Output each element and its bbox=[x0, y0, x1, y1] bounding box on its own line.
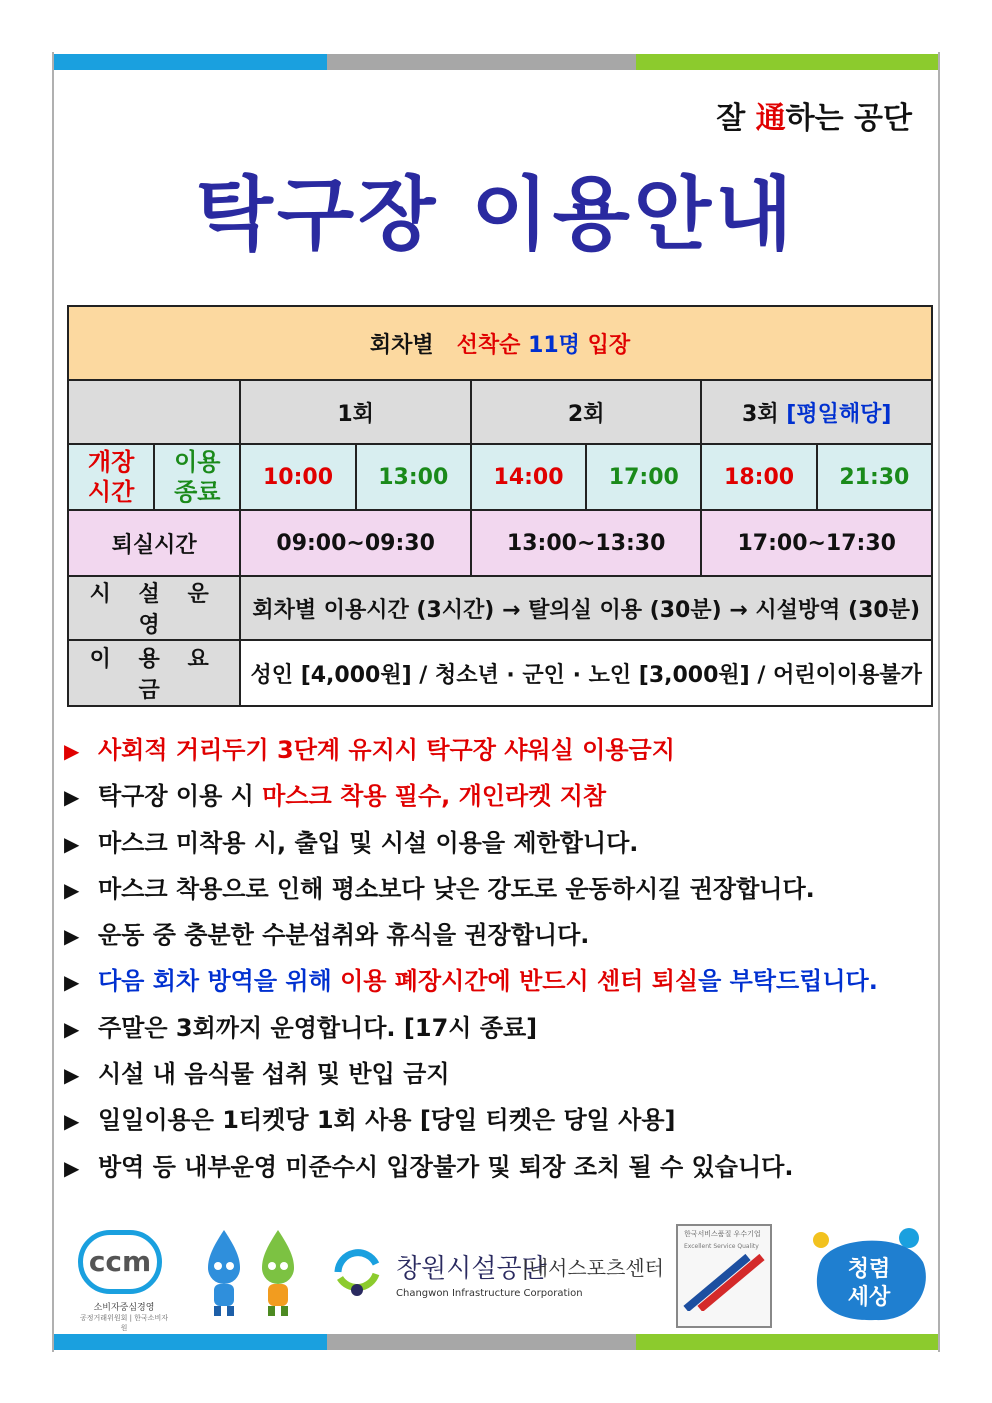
mascot-green-icon bbox=[256, 1228, 300, 1318]
note-text: 시설 내 음식물 섭취 및 반입 금지 bbox=[98, 1060, 450, 1089]
note-highlight: 마스크 착용 필수, 개인라켓 지참 bbox=[262, 782, 607, 811]
bullet-icon: ▶ bbox=[64, 831, 80, 856]
round-3-end: 21:30 bbox=[817, 444, 932, 510]
clean-world-logo bbox=[805, 1226, 933, 1326]
round-corner-cell bbox=[68, 380, 240, 444]
mascot-blue-icon bbox=[202, 1228, 246, 1318]
round-3-open: 18:00 bbox=[701, 444, 816, 510]
bullet-icon: ▶ bbox=[64, 1109, 80, 1134]
ccm-mark: ccm bbox=[78, 1230, 162, 1294]
top-color-bar bbox=[54, 54, 938, 70]
list-item bbox=[64, 1054, 934, 1100]
bullet-icon: ▶ bbox=[64, 970, 80, 995]
table-row bbox=[68, 576, 932, 640]
changwon-emblem-icon bbox=[332, 1244, 382, 1300]
header-part3: 11명 bbox=[528, 332, 580, 358]
footer-logos bbox=[60, 1212, 940, 1330]
bullet-icon: ▶ bbox=[64, 1155, 80, 1180]
page-title: 탁구장 이용안내 bbox=[195, 168, 797, 261]
round-2-exit: 13:00~13:30 bbox=[471, 510, 702, 576]
changwon-corp-logo bbox=[332, 1244, 664, 1314]
fee-label: 이 용 요 금 bbox=[68, 640, 240, 706]
svg-text:청렴: 청렴 bbox=[847, 1257, 891, 1282]
note-text: 마스크 착용으로 인해 평소보다 낮은 강도로 운동하시길 권장합니다. bbox=[98, 874, 815, 903]
ksqi-badge bbox=[676, 1224, 772, 1328]
round-1-end: 13:00 bbox=[356, 444, 471, 510]
list-item bbox=[64, 869, 934, 915]
bullet-icon: ▶ bbox=[64, 1016, 80, 1041]
table-row bbox=[68, 380, 932, 444]
notice-list bbox=[64, 730, 934, 1193]
ccm-caption: 소비자중심경영 bbox=[93, 1303, 155, 1313]
note-text: 사회적 거리두기 3단계 유지시 탁구장 샤워실 이용금지 bbox=[98, 736, 675, 764]
corp-name: 창원시설공단 bbox=[396, 1254, 547, 1284]
bottom-color-bar bbox=[54, 1334, 938, 1350]
svg-text:세상: 세상 bbox=[847, 1285, 891, 1310]
bullet-icon: ▶ bbox=[64, 877, 80, 902]
header-part4: 입장 bbox=[587, 332, 631, 358]
exit-label: 퇴실시간 bbox=[68, 510, 240, 576]
round-2-open: 14:00 bbox=[471, 444, 586, 510]
ksqi-english: Excellent Service Quality bbox=[684, 1243, 759, 1250]
list-item bbox=[64, 730, 934, 776]
bullet-icon: ▶ bbox=[64, 739, 80, 763]
slogan-post: 하는 공단 bbox=[785, 101, 912, 136]
list-item bbox=[64, 1008, 934, 1054]
ccm-logo bbox=[78, 1230, 170, 1333]
table-header bbox=[68, 306, 932, 380]
round-1: 1회 bbox=[240, 380, 471, 444]
note-text: 다음 회차 방역을 위해 bbox=[98, 967, 341, 996]
corp-english-name: Changwon Infrastructure Corporation bbox=[396, 1288, 583, 1299]
round-3 bbox=[701, 380, 932, 444]
round-1-exit: 09:00~09:30 bbox=[240, 510, 471, 576]
list-item bbox=[64, 961, 934, 1007]
open-label-line2: 시간 bbox=[87, 478, 135, 506]
end-label-line2: 종료 bbox=[174, 478, 221, 506]
list-item bbox=[64, 915, 934, 961]
header-part1: 회차별 bbox=[369, 332, 434, 358]
fee-value: 성인 [4,000원] / 청소년 · 군인 · 노인 [3,000원] / 어린이이용불가 bbox=[240, 640, 932, 706]
round-3-label: 3회 bbox=[742, 401, 779, 427]
ccm-subcaption: 공정거래위원회 | 한국소비자원 bbox=[80, 1314, 168, 1332]
note-text: 방역 등 내부운영 미준수시 입장불가 및 퇴장 조치 될 수 있습니다. bbox=[98, 1152, 794, 1181]
slogan bbox=[716, 93, 912, 137]
round-2: 2회 bbox=[471, 380, 702, 444]
note-text: 마스크 미착용 시, 출입 및 시설 이용을 제한합니다. bbox=[98, 828, 639, 857]
ksqi-stripes-icon bbox=[678, 1251, 770, 1311]
round-2-end: 17:00 bbox=[586, 444, 701, 510]
open-label-line1: 개장 bbox=[87, 448, 135, 476]
note-text: 탁구장 이용 시 bbox=[98, 782, 263, 811]
list-item bbox=[64, 1100, 934, 1146]
note-text: 일일이용은 1티켓당 1회 사용 [당일 티켓은 당일 사용] bbox=[98, 1106, 676, 1135]
end-label-line1: 이용 bbox=[174, 448, 221, 476]
table-row bbox=[68, 444, 932, 510]
list-item bbox=[64, 776, 934, 822]
corp-subname: |내서스포츠센터 bbox=[522, 1256, 664, 1280]
operation-value: 회차별 이용시간 (3시간) → 탈의실 이용 (30분) → 시설방역 (30분) bbox=[240, 576, 932, 640]
note-text: 주말은 3회까지 운영합니다. [17시 종료] bbox=[98, 1013, 538, 1042]
schedule-table bbox=[67, 305, 933, 707]
table-row bbox=[68, 640, 932, 706]
ksqi-korean: 한국서비스품질 우수기업 bbox=[684, 1230, 761, 1238]
round-3-exit: 17:00~17:30 bbox=[701, 510, 932, 576]
bullet-icon: ▶ bbox=[64, 785, 80, 810]
note-text: 운동 중 충분한 수분섭취와 휴식을 권장합니다. bbox=[98, 921, 590, 950]
note-text: 을 부탁드립니다. bbox=[698, 967, 878, 996]
slogan-highlight: 通 bbox=[755, 101, 786, 136]
end-time-label bbox=[154, 444, 240, 510]
header-part2: 선착순 bbox=[456, 332, 521, 358]
bullet-icon: ▶ bbox=[64, 924, 80, 949]
round-1-open: 10:00 bbox=[240, 444, 355, 510]
operation-label: 시 설 운 영 bbox=[68, 576, 240, 640]
note-highlight: 이용 폐장시간에 반드시 센터 퇴실 bbox=[340, 967, 699, 996]
list-item bbox=[64, 823, 934, 869]
slogan-pre: 잘 bbox=[716, 101, 756, 136]
open-time-label bbox=[68, 444, 154, 510]
bullet-icon: ▶ bbox=[64, 1063, 80, 1088]
table-header-row bbox=[68, 306, 932, 380]
table-row bbox=[68, 510, 932, 576]
list-item bbox=[64, 1147, 934, 1193]
round-3-note: [평일해당] bbox=[786, 401, 892, 427]
